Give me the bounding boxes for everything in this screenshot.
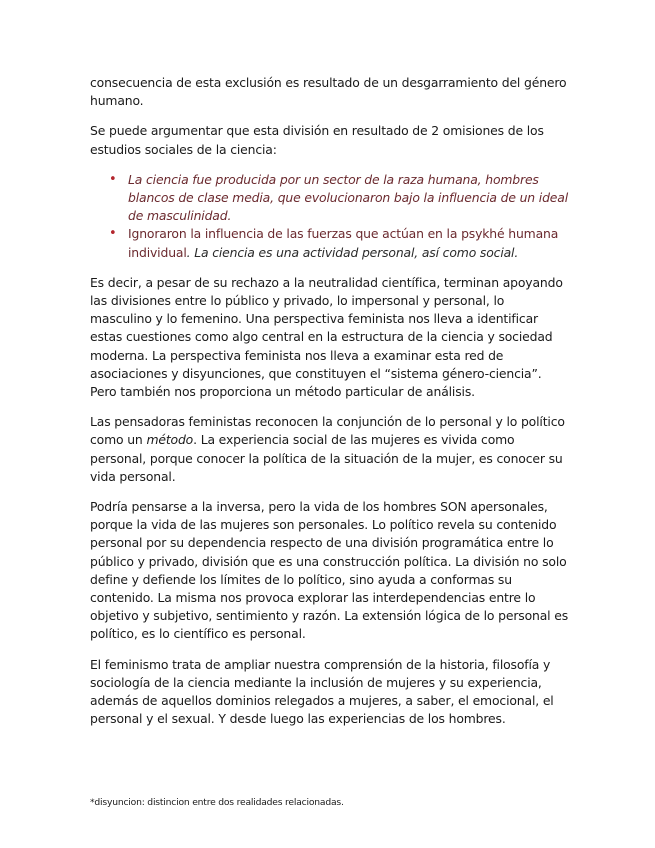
paragraph-feminism: El feminismo trata de ampliar nuestra comprensión de la historia, filosofía y sociología de la ciencia mediante la inclusión de mujeres y su experiencia, además de aquellos dominios relegados a mujeres, a saber, el emocional, el personal y el sexual. Y desde luego las experiencias de los hombres. (90, 656, 554, 727)
paragraph-continuation: consecuencia de esta exclusión es resultado de un desgarramiento del género humano. (90, 75, 567, 109)
list-item-text: Ignoraron la influencia de las fuerzas que actúan en la psykhé humana individual (128, 226, 559, 260)
list-item (109, 171, 569, 226)
list-item-text-italic: . La ciencia es una actividad personal, así como social. (186, 244, 519, 260)
paragraph-text: . La experiencia social de las mujeres es vivida como personal, porque conocer la política de la situación de la mujer, es conocer su vida personal. (90, 432, 563, 484)
list-item (109, 225, 568, 261)
paragraph-inverse: Podría pensarse a la inversa, pero la vida de los hombres SON apersonales, porque la vida de las mujeres son personales. Lo político revela su contenido personal por su dependencia respecto de una división programática entre lo público y privado, división que es una construcción política. La división no solo define y defiende los límites de lo político, sino ayuda a conformas su contenido. La misma nos provoca explorar las interdependencias entre lo objetivo y subjetivo, sentimiento y razón. La extensión lógica de lo personal es político, es lo científico es personal. (90, 499, 569, 642)
paragraph-neutrality: Es decir, a pesar de su rechazo a la neutralidad científica, terminan apoyando las divisiones entre lo público y privado, lo impersonal y personal, lo masculino y lo femenino. Una perspectiva feminista nos lleva a identificar estas cuestiones como algo central en la estructura de la ciencia y sociedad moderna. La perspectiva feminista nos lleva a examinar esta red de asociaciones y disyunciones, que constituyen el “sistema género-ciencia”. Pero también nos proporciona un método particular de análisis. (90, 274, 563, 400)
list-item-text: La ciencia fue producida por un sector de la raza humana, hombres blancos de clase media, que evolucionaron bajo la influencia de un ideal de masculinidad. (128, 171, 569, 224)
bullet-icon: • (109, 171, 117, 187)
bullet-icon: • (109, 226, 117, 242)
omissions-list (90, 171, 568, 262)
paragraph-omissions-intro: Se puede argumentar que esta división en resultado de 2 omisiones de los estudios sociales de la ciencia: (90, 123, 544, 157)
footnote: *disyuncion: distincion entre dos realidades relacionadas. (90, 797, 344, 808)
document-body (90, 74, 568, 741)
paragraph-personal-political (90, 413, 568, 486)
emphasis-text: método (146, 432, 194, 448)
paragraph-text: Las pensadoras feministas reconocen la conjunción de lo personal y lo político como un (90, 414, 565, 448)
